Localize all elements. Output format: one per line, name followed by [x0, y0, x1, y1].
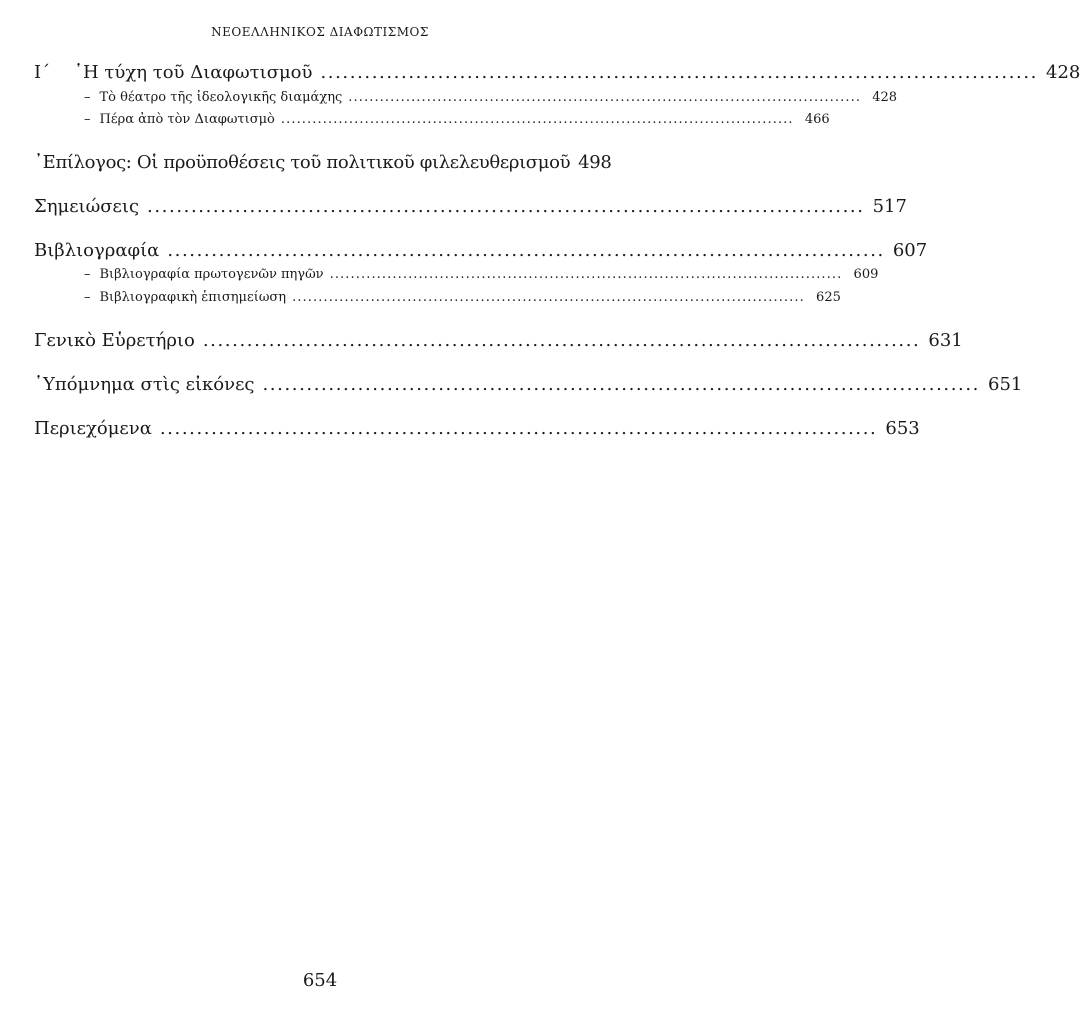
subentry-title: Πέρα ἀπὸ τὸν Διαφωτισμὸ [99, 112, 275, 127]
page-number: 631 [928, 330, 963, 351]
dot-leader: .................................................................................................. [167, 240, 885, 261]
toc-subentry [84, 112, 830, 128]
toc-entry-epilogue [34, 152, 612, 174]
dot-leader: .................................................................................................. [262, 374, 981, 395]
page-folio: 654 [302, 970, 338, 991]
dot-leader: .................................................................................................. [280, 112, 794, 127]
index-title: Γενικὸ Εὑρετήριο [34, 330, 195, 351]
toc-entry-contents [34, 418, 920, 440]
notes-title: Σημειώσεις [34, 196, 140, 217]
toc-entry-chapter [34, 62, 1080, 84]
dash: – [84, 290, 91, 305]
subentry-title: Βιβλιογραφικὴ ἐπισημείωση [99, 290, 287, 305]
toc-subentry [84, 290, 841, 306]
subentry-title: Βιβλιογραφία πρωτογενῶν πηγῶν [99, 267, 324, 282]
page-number: 651 [988, 374, 1023, 395]
dot-leader: .................................................................................................. [292, 290, 805, 305]
illustrations-title: ῾Υπόμνημα στὶς εἰκόνες [34, 374, 255, 395]
page-number: 498 [578, 152, 612, 173]
toc-entry-bibliography [34, 240, 928, 262]
dash: – [84, 267, 91, 282]
toc-entry-index [34, 330, 963, 352]
dot-leader: .................................................................................................. [320, 62, 1038, 83]
dash: – [84, 112, 91, 127]
toc-entry-notes [34, 196, 907, 218]
bibliography-title: Βιβλιογραφία [34, 240, 160, 261]
page-number: 428 [872, 90, 898, 105]
page-number: 653 [885, 418, 920, 439]
page-number: 517 [872, 196, 907, 217]
page-number: 609 [853, 267, 879, 282]
chapter-title: ῾Η τύχη τοῦ Διαφωτισμοῦ [74, 62, 313, 83]
toc-subentry [84, 90, 898, 106]
dash: – [84, 90, 91, 105]
dot-leader: .................................................................................................. [159, 418, 878, 439]
chapter-number: Ι΄ [34, 62, 51, 83]
dot-leader: .................................................................................................. [147, 196, 865, 217]
page-number: 625 [816, 290, 841, 305]
contents-title: Περιεχόμενα [34, 418, 152, 439]
page-number: 428 [1046, 62, 1080, 83]
dot-leader: .................................................................................................. [329, 267, 843, 282]
running-head: ΝΕΟΕΛΛΗΝΙΚΟΣ ΔΙΑΦΩΤΙΣΜΟΣ [211, 25, 429, 39]
page-number: 466 [804, 112, 830, 127]
dot-leader: .................................................................................................. [202, 330, 921, 351]
epilogue-title: ᾿Επίλογος: Οἱ προϋποθέσεις τοῦ πολιτικοῦ φιλελευθερισμοῦ [34, 152, 571, 173]
dot-leader: .................................................................................................. [348, 90, 862, 105]
page-number: 607 [892, 240, 928, 261]
toc-subentry [84, 267, 879, 283]
toc-entry-illustrations [34, 374, 1023, 396]
subentry-title: Τὸ θέατρο τῆς ἰδεολογικῆς διαμάχης [99, 90, 343, 105]
